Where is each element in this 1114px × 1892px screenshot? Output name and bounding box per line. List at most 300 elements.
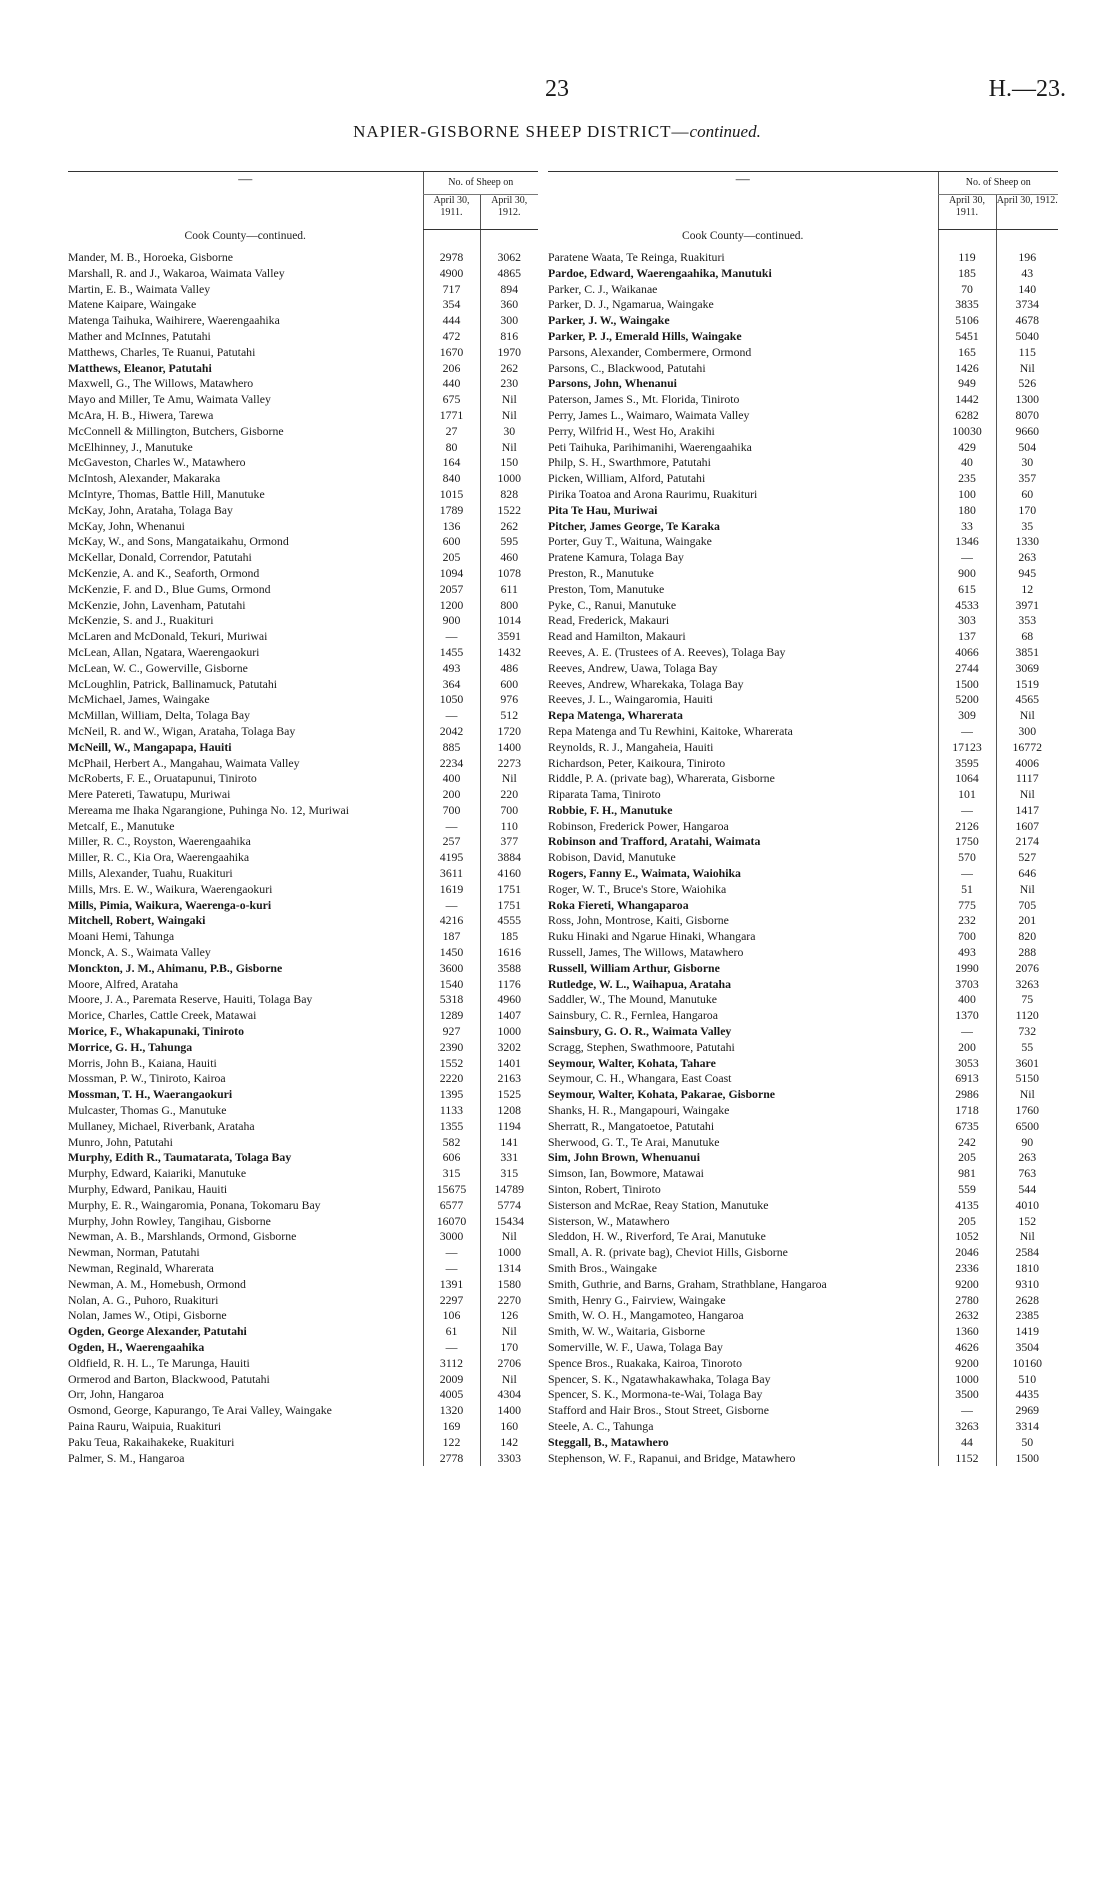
table-row [68,1245,538,1261]
table-row [548,819,1058,835]
sheep-1911: 4066 [938,645,996,661]
owner-name: Russell, William Arthur, Gisborne [548,960,720,975]
sheep-1911: — [423,708,480,724]
sheep-1911: — [938,724,996,740]
table-row [548,282,1058,298]
sheep-1912: 611 [480,582,538,598]
sheep-1911: 5318 [423,992,480,1008]
sheep-1912: 504 [996,440,1058,456]
owner-name: Pratene Kamura, Tolaga Bay [548,550,684,565]
owner-name: Seymour, Walter, Kohata, Tahare [548,1055,716,1070]
sheep-1911: 559 [938,1182,996,1198]
sheep-1912: 152 [996,1214,1058,1230]
sheep-1912: 263 [996,1150,1058,1166]
sheep-1912: Nil [996,787,1058,803]
sheep-1911: 10030 [938,424,996,440]
sheep-1911: 1718 [938,1103,996,1119]
owner-name: Moore, Alfred, Arataha [68,976,179,991]
table-row [548,1166,1058,1182]
table-row [548,1198,1058,1214]
sheep-1911: 1152 [938,1451,996,1467]
owner-name: Pitcher, James George, Te Karaka [548,518,720,533]
sheep-1911: 5200 [938,692,996,708]
sheep-1912: 360 [480,297,538,313]
table-row [68,440,538,456]
header-dash: — [548,172,938,230]
owner-name: Sleddon, H. W., Riverford, Te Arai, Manutuke [548,1229,766,1244]
sheep-1912: 486 [480,661,538,677]
owner-name: Paratene Waata, Te Reinga, Ruakituri [548,250,725,264]
table-row [68,424,538,440]
table-row [548,1340,1058,1356]
table-row [68,992,538,1008]
owner-name: Mossman, P. W., Tiniroto, Kairoa [68,1071,226,1086]
sheep-1912: 3202 [480,1040,538,1056]
table-row [548,1387,1058,1403]
sheep-1912: 75 [996,992,1058,1008]
sheep-1911: 80 [423,440,480,456]
owner-name: Smith Bros., Waingake [548,1261,657,1275]
table-row [68,692,538,708]
sheep-1912: 201 [996,913,1058,929]
owner-name: Reynolds, R. J., Mangaheia, Hauiti [548,739,714,754]
owner-name: McConnell & Millington, Butchers, Gisborne [68,423,284,438]
sheep-1911: 137 [938,629,996,645]
table-row [548,1150,1058,1166]
sheep-count-header: No. of Sheep on [938,172,1058,195]
page-title-main: NAPIER-GISBORNE SHEEP DISTRICT— [353,122,690,141]
sheep-1911: 17123 [938,740,996,756]
table-row [548,677,1058,693]
owner-name: McLean, Allan, Ngatara, Waerengaokuri [68,644,260,659]
sheep-1912: 3851 [996,645,1058,661]
owner-name: McIntyre, Thomas, Battle Hill, Manutuke [68,486,265,501]
year-1911-header: April 30, 1911. [938,195,996,230]
table-row [548,361,1058,377]
table-row [68,913,538,929]
owner-name: Rutledge, W. L., Waihapua, Arataha [548,976,732,991]
owner-name: Sherwood, G. T., Te Arai, Manutuke [548,1134,720,1149]
sheep-1911: 570 [938,850,996,866]
sheep-1912: Nil [480,1229,538,1245]
sheep-1911: 2057 [423,582,480,598]
table-row [68,408,538,424]
table-row [548,834,1058,850]
owner-name: Mitchell, Robert, Waingaki [68,913,206,928]
owner-name: Richardson, Peter, Kaikoura, Tiniroto [548,755,726,770]
owner-name: Monck, A. S., Waimata Valley [68,945,211,960]
owner-name: Pyke, C., Ranui, Manutuke [548,597,677,612]
sheep-1911: 235 [938,471,996,487]
sheep-1911: 493 [938,945,996,961]
owner-name: McKay, W., and Sons, Mangataikahu, Ormond [68,534,289,549]
table-row [68,598,538,614]
sheep-1912: 1401 [480,1056,538,1072]
table-row [68,1150,538,1166]
sheep-1912: 526 [996,376,1058,392]
table-row [548,1087,1058,1103]
table-row [548,945,1058,961]
sheep-1911: 1370 [938,1008,996,1024]
owner-name: Ogden, George Alexander, Patutahi [68,1324,247,1339]
sheep-1911: 200 [938,1040,996,1056]
sheep-1912: 30 [996,455,1058,471]
sheep-1912: 945 [996,566,1058,582]
sheep-1912: 2174 [996,834,1058,850]
owner-name: Parsons, Alexander, Combermere, Ormond [548,344,752,359]
sheep-1911: 2042 [423,724,480,740]
table-row [548,1372,1058,1388]
sheep-1911: 885 [423,740,480,756]
sheep-1911: 70 [938,282,996,298]
sheep-1912: 3062 [480,250,538,266]
owner-name: McNeill, W., Mangapapa, Hauiti [68,739,232,754]
table-row [548,329,1058,345]
table-row [548,1071,1058,1087]
sheep-1911: 1200 [423,598,480,614]
sheep-1911: 200 [423,787,480,803]
table-row [68,297,538,313]
owner-name: McKay, John, Whenanui [68,518,185,533]
sheep-1911: 169 [423,1419,480,1435]
table-row [68,1040,538,1056]
sheep-1911: 136 [423,519,480,535]
sheep-1912: 4160 [480,866,538,882]
owner-name: McMichael, James, Waingake [68,692,210,707]
sheep-1912: 170 [996,503,1058,519]
table-row [68,1135,538,1151]
sheep-1911: 3595 [938,756,996,772]
table-row [68,834,538,850]
owner-name: Paku Teua, Rakaihakeke, Ruakituri [68,1434,235,1449]
table-row [548,424,1058,440]
sheep-1911: 4005 [423,1387,480,1403]
sheep-1912: 1000 [480,471,538,487]
owner-name: Murphy, E. R., Waingaromia, Ponana, Tokomaru Bay [68,1197,321,1212]
sheep-1912: 160 [480,1419,538,1435]
owner-name: Matthews, Eleanor, Patutahi [68,360,212,375]
sheep-1912: 4865 [480,266,538,282]
sheep-1912: 510 [996,1372,1058,1388]
sheep-1912: 353 [996,613,1058,629]
table-row [548,898,1058,914]
sheep-1911: 180 [938,503,996,519]
sheep-1912: 1208 [480,1103,538,1119]
owner-name: McNeil, R. and W., Wigan, Arataha, Tolaga Bay [68,723,296,738]
sheep-1911: — [938,1403,996,1419]
sheep-1912: 55 [996,1040,1058,1056]
sheep-1911: 900 [423,613,480,629]
sheep-1912: 2273 [480,756,538,772]
table-row [68,361,538,377]
sheep-1911: 3703 [938,977,996,993]
sheep-1911: 3500 [938,1387,996,1403]
table-row [68,519,538,535]
sheep-1912: 4006 [996,756,1058,772]
table-row [548,866,1058,882]
sheep-1911: 119 [938,250,996,266]
table-row [68,1419,538,1435]
table-row [68,392,538,408]
page-title [0,122,1114,142]
table-row [548,503,1058,519]
owner-name: Matthews, Charles, Te Ruanui, Patutahi [68,344,256,359]
table-row [548,487,1058,503]
sheep-1912: Nil [480,440,538,456]
sheep-1912: 512 [480,708,538,724]
sheep-1912: 30 [480,424,538,440]
table-row [548,803,1058,819]
sheep-1912: 1117 [996,771,1058,787]
table-row [548,250,1058,266]
owner-name: Maxwell, G., The Willows, Matawhero [68,376,254,391]
sheep-1911: 185 [938,266,996,282]
sheep-1911: 1789 [423,503,480,519]
table-row [548,1040,1058,1056]
table-row [68,708,538,724]
sheep-1912: 1607 [996,819,1058,835]
table-row [68,566,538,582]
owner-name: Mayo and Miller, Te Amu, Waimata Valley [68,392,271,407]
owner-name: Philp, S. H., Swarthmore, Patutahi [548,455,711,470]
sheep-1912: 600 [480,677,538,693]
sheep-1912: 820 [996,929,1058,945]
sheep-1912: 1400 [480,1403,538,1419]
sheep-1911: 1395 [423,1087,480,1103]
sheep-1911: 700 [423,803,480,819]
sheep-1911: 2297 [423,1293,480,1309]
sheep-1912: 460 [480,550,538,566]
sheep-1912: 263 [996,550,1058,566]
table-row [68,898,538,914]
sheep-1911: 4195 [423,850,480,866]
owner-name: Russell, James, The Willows, Matawhero [548,945,744,960]
sheep-1911: 400 [938,992,996,1008]
owner-name: McIntosh, Alexander, Makaraka [68,471,221,486]
table-row [68,961,538,977]
sheep-1912: 800 [480,598,538,614]
owner-name: Perry, Wilfrid H., West Ho, Arakihi [548,423,715,438]
sheep-1912: 1407 [480,1008,538,1024]
table-row [68,503,538,519]
owner-name: Mereama me Ihaka Ngarangione, Puhinga No. 12, Muriwai [68,802,350,817]
owner-name: Sainsbury, C. R., Fernlea, Hangaroa [548,1008,718,1023]
table-row [548,313,1058,329]
owner-name: McLean, W. C., Gowerville, Gisborne [68,660,248,675]
owner-name: Paterson, James S., Mt. Florida, Tiniroto [548,392,740,407]
table-row [548,440,1058,456]
table-row [68,1008,538,1024]
sheep-1911: 206 [423,361,480,377]
owner-name: Reeves, J. L., Waingaromia, Hauiti [548,692,713,707]
sheep-1912: 3303 [480,1451,538,1467]
sheep-1912: 142 [480,1435,538,1451]
sheep-1911: 840 [423,471,480,487]
table-row [68,1308,538,1324]
sheep-1911: 444 [423,313,480,329]
owner-name: Riparata Tama, Tiniroto [548,787,661,802]
sheep-1911: 1346 [938,534,996,550]
sheep-1911: 6282 [938,408,996,424]
table-row [68,1261,538,1277]
owner-name: Moore, J. A., Paremata Reserve, Hauiti, Tolaga Bay [68,992,313,1007]
table-row [68,661,538,677]
sheep-1911: 1619 [423,882,480,898]
sheep-1911: 205 [423,550,480,566]
table-row [548,471,1058,487]
sheep-1911: 1990 [938,961,996,977]
table-row [68,1372,538,1388]
table-row [68,1198,538,1214]
sheep-1912: 2163 [480,1071,538,1087]
owner-name: Parker, C. J., Waikanae [548,281,658,296]
owner-name: Nolan, James W., Otipi, Gisborne [68,1308,227,1323]
sheep-1912: 1519 [996,677,1058,693]
table-row [548,724,1058,740]
sheep-1911: 949 [938,376,996,392]
table-row [548,566,1058,582]
sheep-1911: 1000 [938,1372,996,1388]
table-row [548,1356,1058,1372]
sheep-1911: — [938,803,996,819]
sheep-1912: 230 [480,376,538,392]
owner-name: Orr, John, Hangaroa [68,1387,164,1402]
sheep-1911: 429 [938,440,996,456]
sheep-1912: 1419 [996,1324,1058,1340]
sheep-1911: 717 [423,282,480,298]
owner-name: Stephenson, W. F., Rapanui, and Bridge, Matawhero [548,1450,796,1465]
sheep-1912: 357 [996,471,1058,487]
table-row [68,1451,538,1467]
sheep-1912: 9660 [996,424,1058,440]
table-row [68,1056,538,1072]
sheep-1912: 10160 [996,1356,1058,1372]
owner-name: Newman, A. B., Marshlands, Ormond, Gisborne [68,1229,297,1244]
owner-name: Sim, John Brown, Whenuanui [548,1150,700,1165]
sheep-1911: 6913 [938,1071,996,1087]
sheep-1912: 14789 [480,1182,538,1198]
sheep-1912: 2628 [996,1293,1058,1309]
table-row [548,913,1058,929]
table-row [548,629,1058,645]
sheep-1911: 472 [423,329,480,345]
owner-name: Morice, Charles, Cattle Creek, Matawai [68,1008,257,1023]
sheep-1912: 1970 [480,345,538,361]
sheep-1911: 315 [423,1166,480,1182]
sheep-1912: 3591 [480,629,538,645]
sheep-1912: 141 [480,1135,538,1151]
sheep-1912: 170 [480,1340,538,1356]
table-row [548,1103,1058,1119]
sheep-1911: 122 [423,1435,480,1451]
table-row [68,819,538,835]
owner-name: McKay, John, Arataha, Tolaga Bay [68,502,233,517]
sheep-1911: 2744 [938,661,996,677]
owner-name: Smith, Henry G., Fairview, Waingake [548,1292,726,1307]
table-row [68,1403,538,1419]
sheep-1912: 3314 [996,1419,1058,1435]
owner-name: Parsons, C., Blackwood, Patutahi [548,360,706,375]
table-row [548,850,1058,866]
sheep-1911: 4626 [938,1340,996,1356]
owner-name: Sisterson and McRae, Reay Station, Manutuke [548,1197,769,1212]
owner-name: Ruku Hinaki and Ngarue Hinaki, Whangara [548,929,756,944]
sheep-1911: — [938,1024,996,1040]
sheep-1911: 205 [938,1214,996,1230]
table-row [68,803,538,819]
table-row [68,1087,538,1103]
sheep-1911: 205 [938,1150,996,1166]
sheep-1911: 1360 [938,1324,996,1340]
table-row [548,376,1058,392]
sheep-1911: 1442 [938,392,996,408]
sheep-1912: 1432 [480,645,538,661]
table-row [68,629,538,645]
sheep-1911: 3835 [938,297,996,313]
sheep-1911: 364 [423,677,480,693]
sheep-1912: 1751 [480,898,538,914]
sheep-1911: 4135 [938,1198,996,1214]
table-row [548,266,1058,282]
sheep-1911: 2632 [938,1308,996,1324]
sheep-1912: 1000 [480,1024,538,1040]
sheep-1912: 6500 [996,1119,1058,1135]
table-row [548,708,1058,724]
table-row [548,756,1058,772]
sheep-1911: 900 [938,566,996,582]
sheep-1911: 2778 [423,1451,480,1467]
table-row [68,724,538,740]
table-row [68,850,538,866]
owner-name: McKenzie, A. and K., Seaforth, Ormond [68,565,260,580]
sheep-1911: 2390 [423,1040,480,1056]
table-row [548,645,1058,661]
table-row [68,376,538,392]
owner-name: McLoughlin, Patrick, Ballinamuck, Patutahi [68,676,278,691]
sheep-1912: 4010 [996,1198,1058,1214]
owner-name: Repa Matenga and Tu Rewhini, Kaitoke, Wharerata [548,723,793,738]
sheep-1912: 527 [996,850,1058,866]
sheep-1912: Nil [996,361,1058,377]
table-row [68,329,538,345]
table-row [548,1419,1058,1435]
table-row [548,1245,1058,1261]
owner-name: Reeves, Andrew, Wharekaka, Tolaga Bay [548,676,744,691]
owner-name: Pirika Toatoa and Arona Raurimu, Ruakituri [548,486,758,501]
table-row [68,1356,538,1372]
sheep-1911: 187 [423,929,480,945]
sheep-1911: 100 [938,487,996,503]
sheep-1911: 354 [423,297,480,313]
sheep-1911: 615 [938,582,996,598]
owner-name: Seymour, C. H., Whangara, East Coast [548,1071,732,1086]
sheep-1911: 3000 [423,1229,480,1245]
owner-name: Mulcaster, Thomas G., Manutuke [68,1103,227,1118]
sheep-1912: 646 [996,866,1058,882]
owner-name: Palmer, S. M., Hangaroa [68,1450,185,1465]
sheep-1911: 16070 [423,1214,480,1230]
table-row [548,455,1058,471]
table-row [548,882,1058,898]
sheep-1912: 1400 [480,740,538,756]
table-row [68,471,538,487]
sheep-1912: 1314 [480,1261,538,1277]
owner-name: McKellar, Donald, Correndor, Patutahi [68,550,252,565]
table-row [548,929,1058,945]
owner-name: Spencer, S. K., Ngatawhakawhaka, Tolaga Bay [548,1371,771,1386]
sheep-1912: 1078 [480,566,538,582]
sheep-1912: 1616 [480,945,538,961]
